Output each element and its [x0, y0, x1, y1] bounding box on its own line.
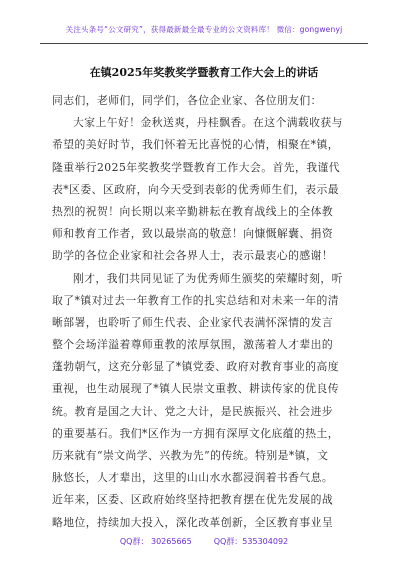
- body-line: 刚才，我们共同见证了为优秀师生颁奖的荣耀时刻，听: [73, 271, 343, 285]
- body-line: 略地位，持续加大投入，深化改革创新，全区教育事业呈: [52, 515, 334, 529]
- body-line: 热烈的祝贺！向长期以来辛勤耕耘在教育战线上的全体教: [52, 204, 334, 218]
- body-line: 表*区委、区政府，向今天受到表彰的优秀师生们，表示最: [52, 182, 340, 196]
- body-line: 历来就有“崇文尚学、兴教为先”的传统。特别是*镇，文: [52, 449, 329, 462]
- body-line: 取了*镇对过去一年教育工作的扎实总结和对未来一年的清: [52, 293, 340, 307]
- document-body: [52, 90, 356, 534]
- qq-group-2: QQ群：535304092: [213, 537, 289, 546]
- promo-footer: [0, 536, 408, 547]
- promo-header: 关注头条号“公文研究”，获得最新最全最专业的公文资料库！ 微信：gongwenyj: [65, 25, 343, 34]
- header-divider: [40, 43, 368, 44]
- body-line: 希望的美好时节，我们怀着无比喜悦的心情，相聚在*镇，: [52, 138, 340, 152]
- body-line: 晰部署，也聆听了师生代表、企业家代表满怀深情的发言: [52, 315, 334, 329]
- qq-group-1: QQ群： 30265665: [119, 537, 192, 546]
- body-line: 重视，也生动展现了*镇人民崇文重教、耕读传家的优良传: [52, 382, 340, 396]
- document-title: 在镇2025年奖教奖学暨教育工作大会上的讲话: [89, 66, 319, 79]
- body-line: 脉悠长，人才辈出，这里的山山水水都浸润着书香气息。: [52, 471, 334, 485]
- body-line: 统。教育是国之大计、党之大计，是民族振兴、社会进步: [52, 404, 334, 418]
- body-line: 的重要基石。我们*区作为一方拥有深厚文化底蕴的热土，: [52, 426, 340, 440]
- body-line: 师和教育工作者，致以最崇高的敬意！向慷慨解囊、捐资: [52, 227, 334, 241]
- salutation-line: 同志们，老师们，同学们，各位企业家、各位朋友们：: [52, 94, 322, 107]
- body-line: 蓬勃朝气，这充分彰显了*镇党委、政府对教育事业的高度: [52, 360, 340, 374]
- body-line: 隆重举行2025年奖教奖学暨教育工作大会。首先，我谨代: [52, 160, 340, 174]
- body-line: 近年来，区委、区政府始终坚持把教育摆在优先发展的战: [52, 493, 334, 507]
- body-line: 助学的各位企业家和社会各界人士，表示最衷心的感谢！: [52, 249, 334, 263]
- body-line: 整个会场洋溢着尊师重教的浓厚氛围，激荡着人才辈出的: [52, 338, 334, 352]
- body-line: 大家上午好！金秋送爽，丹桂飘香。在这个满载收获与: [73, 116, 343, 130]
